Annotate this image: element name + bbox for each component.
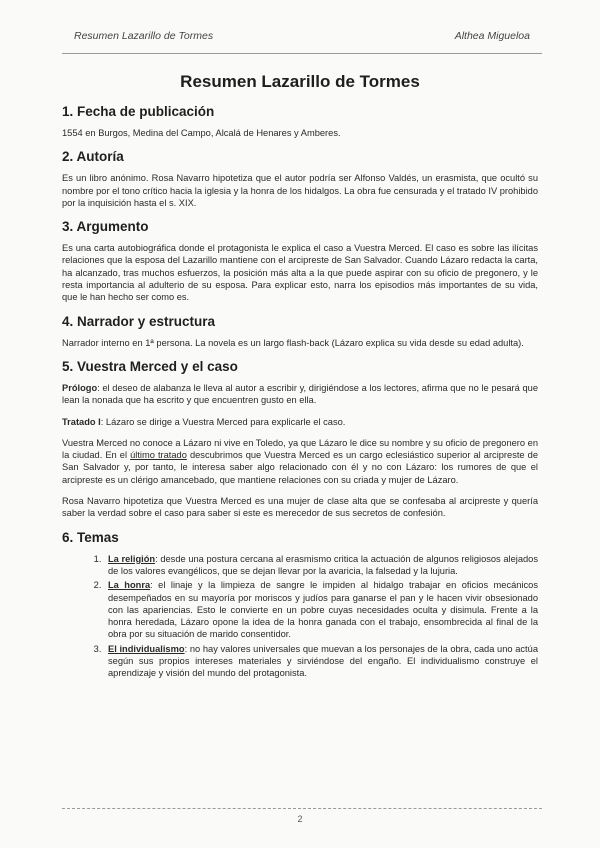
footer-divider xyxy=(62,808,542,809)
paragraph-vuestra-merced-identidad xyxy=(62,437,538,486)
header-divider xyxy=(62,53,542,54)
theme-label: El individualismo xyxy=(108,643,185,654)
paragraph-prologo xyxy=(62,382,538,407)
running-header xyxy=(74,30,530,42)
themes-list xyxy=(62,553,538,680)
prologo-label: Prólogo xyxy=(62,382,98,393)
theme-text: : el linaje y la limpieza de sangre le impiden al hidalgo trabajar en oficios mecánicos desempeñados en su mayoría por moriscos y judíos para ganarse el pan y le hacen vivir obsesionado con las apariencias. Esto le convierte en un pobre cuyas necesidades oculta y disimula. Frente a la honra heredada, Lázaro opone la idea de la honra ganada con el trabajo, ensombrecida al final de la obra por su situación de marido consentidor. xyxy=(108,580,538,640)
ultimo-tratado-emphasis: último tratado xyxy=(130,450,187,461)
section-text-fecha: 1554 en Burgos, Medina del Campo, Alcalá de Henares y Amberes. xyxy=(62,128,341,138)
theme-text: : desde una postura cercana al erasmismo critica la actuación de algunos religiosos alejados de los valores evangélicos, que se dejan llevar por la avaricia, la falsedad y la lujuria. xyxy=(108,553,538,576)
section-text-narrador: Narrador interno en 1ª persona. La novela es un largo flash-back (Lázaro explica su vida desde su edad adulta). xyxy=(62,337,524,348)
theme-text: : no hay valores universales que muevan a los personajes de la obra, cada uno actúa según sus propios intereses materiales y sirviéndose del engaño. El individualismo construye el aprendizaje y visión del mundo del protagonista. xyxy=(108,643,538,679)
paragraph-text-part: descubrimos que Vuestra Merced es un cargo eclesiástico superior al arcipreste de San Salvador y, por tanto, le interesa saber algo relacionado con él y no con Lázaro: los rumores de que el arcipreste es un clérigo amancebado, que mantiene relaciones con su criada y mujer de Lázaro. xyxy=(62,450,538,485)
section-heading-argumento: 3. Argumento xyxy=(62,219,149,235)
prologo-text: : el deseo de alabanza le lleva al autor a escribir y, dirigiéndose a los lectores, afirma que no le pesará que lean la nonada que ha escrito y que encuentren gusto en ella. xyxy=(62,382,538,406)
section-text-argumento: Es una carta autobiográfica donde el protagonista le explica el caso a Vuestra Merced. El caso es sobre las ilícitas relaciones que la esposa del Lazarillo mantiene con el arcipreste de San Salvador. Cuando Lázaro redacta la carta, ha alcanzado, tras muchos esfuerzos, la posición más alta a la que puede aspirar con su oficio de pregonero, y le resta importancia al adulterio de su esposa. Para explicar esto, narra los episodios más importantes de su vida, que le han hecho ser como es. xyxy=(62,243,538,303)
section-heading-fecha: 1. Fecha de publicación xyxy=(62,104,215,119)
list-item-honra xyxy=(104,579,538,640)
paragraph-tratado xyxy=(62,416,538,428)
running-header-title: Resumen Lazarillo de Tormes xyxy=(74,30,214,42)
tratado-text: : Lázaro se dirige a Vuestra Merced para explicarle el caso. xyxy=(100,416,346,427)
theme-label: La honra xyxy=(108,580,151,591)
running-header-author: Althea Migueloa xyxy=(454,30,530,42)
tratado-label: Tratado I xyxy=(62,416,101,427)
paragraph-rosa-navarro: Rosa Navarro hipotetiza que Vuestra Merced es una mujer de clase alta que se confesaba al arcipreste y quería saber la verdad sobre el caso para saber si este es merecedor de sus secretos de confesión. xyxy=(62,496,538,519)
document-body xyxy=(62,64,538,682)
paragraph-text-part: Vuestra Merced no conoce a Lázaro ni vive en Toledo, ya que Lázaro le dice su nombre y su oficio de pregonero en la ciudad. En el xyxy=(62,437,538,461)
section-text-autoria: Es un libro anónimo. Rosa Navarro hipotetiza que el autor podría ser Alfonso Valdés, un erasmista, que ocultó su nombre por el tono crítico hacia la iglesia y la honra de los hidalgos. La obra fue censurada y el tratado IV prohibido por la inquisición hasta el s. XIX. xyxy=(62,173,538,208)
document-title: Resumen Lazarillo de Tormes xyxy=(180,72,420,91)
section-heading-autoria: 2. Autoría xyxy=(62,149,124,165)
section-heading-narrador: 4. Narrador y estructura xyxy=(62,313,216,329)
theme-label: La religión xyxy=(108,553,156,564)
section-heading-vuestra-merced: 5. Vuestra Merced y el caso xyxy=(62,358,238,374)
page-number: 2 xyxy=(297,814,303,824)
section-heading-temas: 6. Temas xyxy=(62,529,119,545)
list-item-individualismo xyxy=(104,643,538,680)
list-item-religion xyxy=(104,553,538,578)
